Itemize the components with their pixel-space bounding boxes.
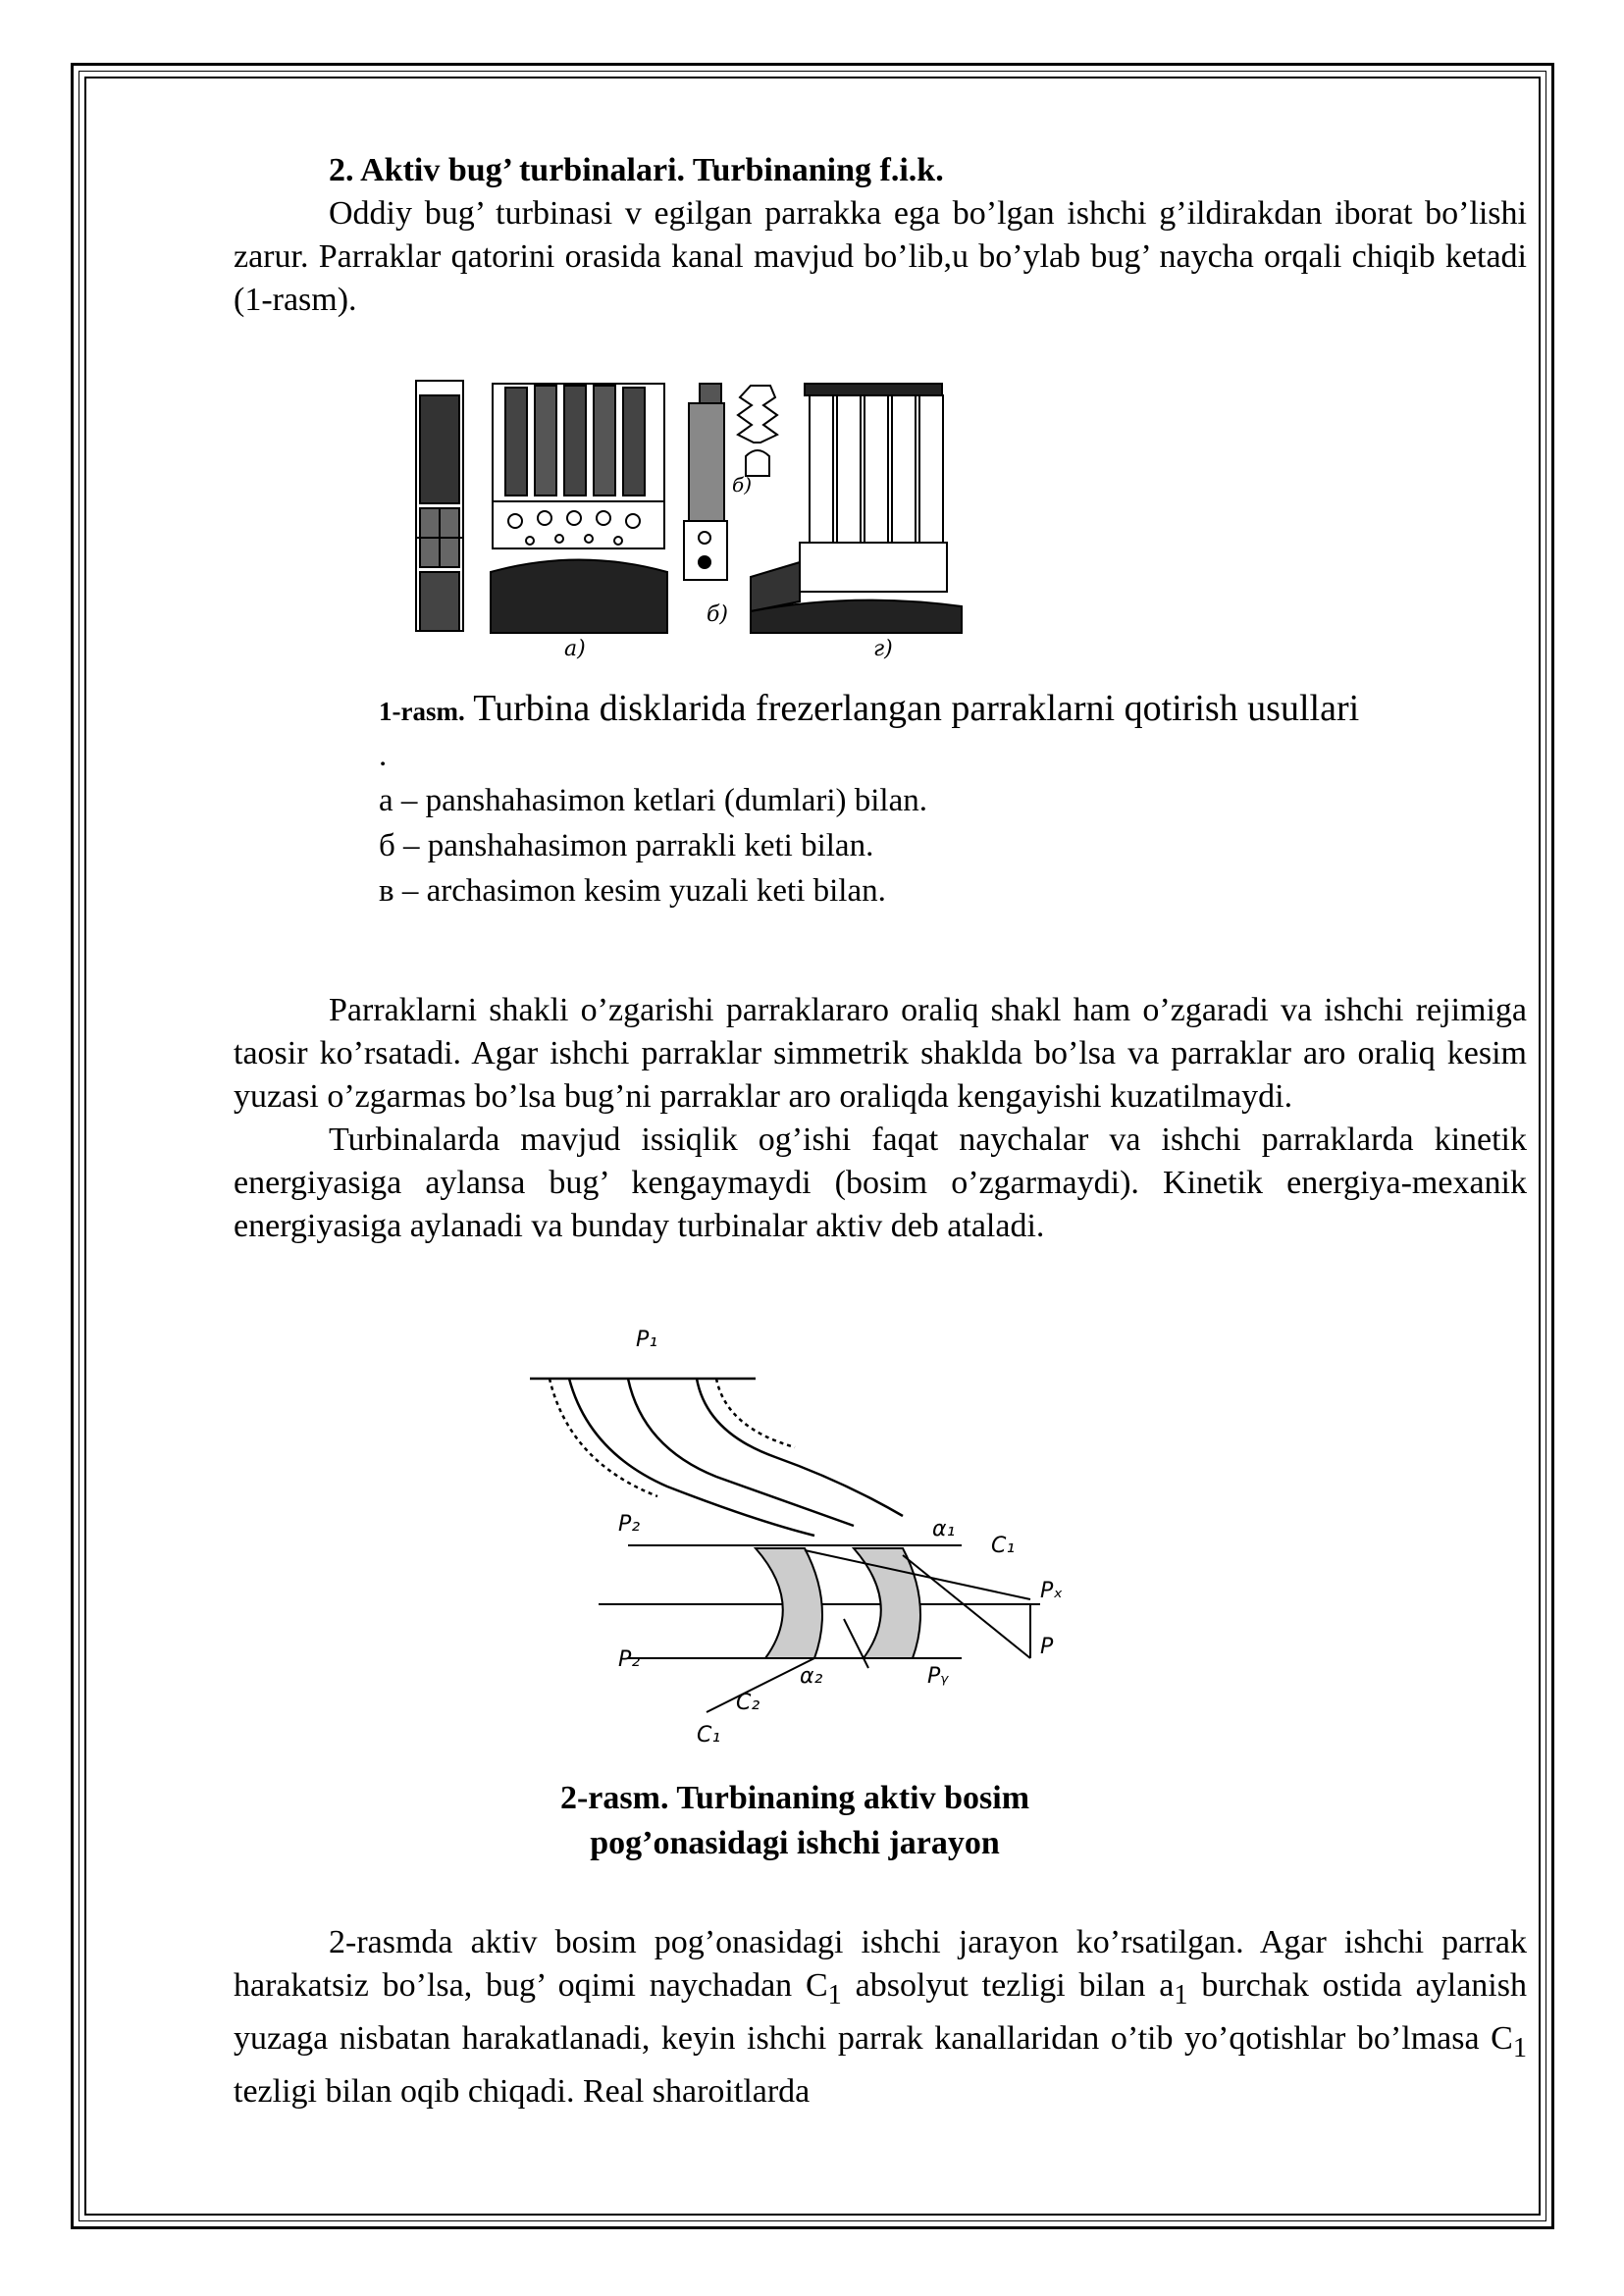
figure-1-item-a: а – panshahasimon ketlari (dumlari) bilan. (379, 783, 928, 818)
figure-1-item-b: б – panshahasimon parrakli keti bilan. (379, 828, 874, 863)
paragraph-2: Parraklarni shakli o’zgarishi parraklararo oraliq shakl ham o’zgaradi va ishchi rejimiga taosir ko’rsatadi. Agar ishchi parraklar simmetrik shakldа bo’lsa va parraklar aro oraliq kesim yuzasi o’zgarmas bo’lsa bug’ni parraklar aro oraliqda kengayishi kuzatilmaydi. (234, 992, 1527, 1115)
figure-2-label-c1-left: C₁ (697, 1723, 721, 1748)
figure-1-caption-text: Turbina disklarida frezerlangan parraklarni qotirish usullari (473, 688, 1360, 729)
paragraph-1: Oddiy bug’ turbinasi v egilgan parrakka ega bo’lgan ishchi g’ildirakdan iborat bo’lishi zarur. Parraklar qatorini orasida kanal mavjud bo’lib,u bo’ylab bug’ naycha orqali chiqib ketadi (1-rasm). (234, 195, 1527, 318)
figure-2-nozzle (530, 1379, 903, 1536)
figure-1-part-b (684, 384, 727, 580)
figure-2-caption (451, 1776, 1138, 1866)
figure-1-caption (379, 687, 1360, 913)
figure-1-blade-attachments (412, 376, 981, 660)
figure-1-caption-label: 1-rasm. (379, 697, 465, 726)
figure-1-part-g (738, 384, 962, 633)
paragraph-4-sub-1: 1 (827, 1979, 842, 2010)
paragraph-4-sub-3: 1 (1512, 2032, 1527, 2063)
figure-2-label-c2: C₂ (736, 1691, 760, 1715)
paragraph-4-part-2: absolyut tezligi bilan a (841, 1967, 1175, 2004)
figure-2-label-c1-right: C₁ (991, 1534, 1016, 1558)
figure-2-label-alpha2: α₂ (800, 1664, 823, 1689)
paragraph-4-sub-2: 1 (1174, 1979, 1188, 2010)
figure-1-label-g: г) (873, 637, 893, 660)
intro-section (234, 149, 1527, 322)
section-heading: 2. Aktiv bug’ turbinalari. Turbinaning f.i.k. (329, 152, 944, 188)
figure-2-label-py: Pᵧ (927, 1664, 949, 1689)
paragraph-4-part-4: tezligi bilan oqib chiqadi. Real sharoitlarda (234, 2072, 811, 2110)
paragraph-4 (234, 1921, 1527, 2113)
figure-2-caption-line-1: 2-rasm. Turbinaning aktiv bosim (559, 1780, 1030, 1816)
figure-1-part-a (416, 381, 667, 633)
figure-1-label-v: б) (732, 473, 753, 496)
figure-1-label-a: а) (564, 637, 586, 660)
bottom-section (234, 1921, 1527, 2113)
figure-1-item-v: в – archasimon kesim yuzali keti bilan. (379, 873, 886, 909)
figure-2-label-p2-top: P₂ (618, 1512, 641, 1537)
figure-1-label-b: б) (707, 602, 729, 627)
paragraph-4-part-1: 2-rasmda aktiv bosim pog’onasidagi ishchi jarayon ko’rsatilgan. Agar ishchi parrak harakatsiz bo’lsa, bug’ oqimi naychadan C (234, 1924, 1527, 2004)
figure-2-active-stage-diagram (520, 1325, 1089, 1756)
figure-2-label-p2-bottom: P₂ (618, 1647, 641, 1672)
figure-2-caption-line-2: pog’onasidagi ishchi jarayon (590, 1825, 1000, 1861)
figure-1-caption-dot: . (379, 738, 388, 773)
paragraph-4-part-3: burchak ostida aylanish yuzaga nisbatan harakatlanadi, keyin ishchi parrak kanallaridan o’tib yo’qotishlar bo’lmasa C (234, 1967, 1527, 2057)
figure-2-label-p1: P₁ (636, 1328, 658, 1352)
paragraph-3: Turbinalarda mavjud issiqlik og’ishi faqat naychalar va ishchi parraklarda kinetik energiyasiga aylansa bug’ kengaymaydi (bosim o’zgarmaydi). Kinetik energiya-mexanik energiyasiga aylanadi va bunday turbinalar aktiv deb ataladi. (234, 1122, 1527, 1244)
figure-2-label-alpha1: α₁ (932, 1517, 956, 1541)
figure-2-label-p: P (1040, 1635, 1054, 1659)
middle-section (234, 989, 1527, 1248)
figure-2-label-px: Pₓ (1040, 1579, 1064, 1603)
